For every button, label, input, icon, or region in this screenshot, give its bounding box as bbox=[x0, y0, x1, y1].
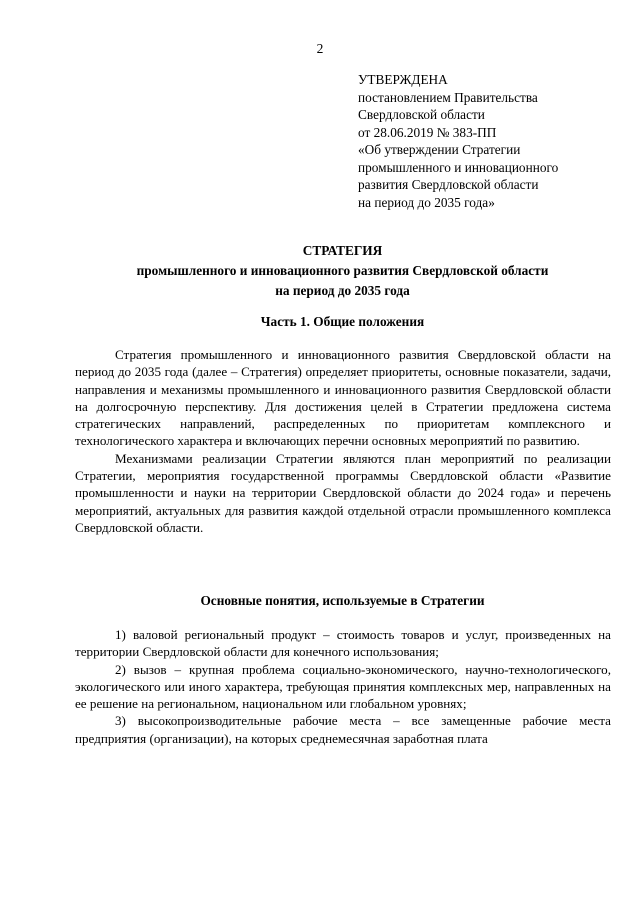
section-heading: Основные понятия, используемые в Стратегии bbox=[200, 593, 485, 608]
approval-line: промышленного и инновационного bbox=[358, 159, 559, 175]
approval-line: УТВЕРЖДЕНА bbox=[358, 72, 448, 87]
title-line: на период до 2035 года bbox=[275, 283, 410, 298]
approval-line: на период до 2035 года» bbox=[358, 194, 495, 210]
definitions-list bbox=[75, 626, 611, 747]
definition-item: 3) высокопроизводительные рабочие места – все замещенные рабочие места предприятия (организации), на которых среднемесячная заработная плата bbox=[75, 713, 611, 746]
approval-line: развития Свердловской области bbox=[358, 177, 539, 192]
approval-line: Свердловской области bbox=[358, 107, 485, 122]
intro-section bbox=[75, 346, 611, 536]
approval-line: постановлением Правительства bbox=[358, 89, 538, 105]
page-number: 2 bbox=[316, 41, 324, 56]
paragraph: Стратегия промышленного и инновационного развития Свердловской области на период до 2035 года (далее – Стратегия) определяет приоритеты, основные показатели, задачи, направления и механизмы промышленного и инновационного развития Свердловской области на долгосрочную перспективу. Для достижения целей в Стратегии предложена система стратегических направлений, распределенных по приоритетам комплексного и технологического характера и включающих перечни основных мероприятий по развитию. bbox=[75, 347, 611, 449]
document-title bbox=[60, 241, 625, 301]
approval-line: «Об утверждении Стратегии bbox=[358, 142, 521, 157]
definition-item: 1) валовой региональный продукт – стоимость товаров и услуг, произведенных на территории Свердловской области для конечного использования; bbox=[75, 627, 611, 660]
approval-line: от 28.06.2019 № 383-ПП bbox=[358, 124, 497, 140]
paragraph: Механизмами реализации Стратегии являются план мероприятий по реализации Стратегии, мероприятия государственной программы Свердловской области «Развитие промышленности и науки на территории Свердловской области до 2024 года» и перечень мероприятий, актуальных для развития каждой отдельной отрасли промышленного комплекса Свердловской области. bbox=[75, 450, 611, 535]
title-line: СТРАТЕГИЯ bbox=[302, 243, 383, 258]
title-line: промышленного и инновационного развития Свердловской области bbox=[136, 263, 549, 278]
definition-item: 2) вызов – крупная проблема социально-экономического, научно-технологического, экологического или иного характера, требующая принятия комплексных мер, направленных на ее решение на региональном, национальном или глобальном уровнях; bbox=[75, 661, 611, 712]
part-heading: Часть 1. Общие положения bbox=[260, 314, 425, 329]
approval-stamp bbox=[358, 71, 628, 211]
